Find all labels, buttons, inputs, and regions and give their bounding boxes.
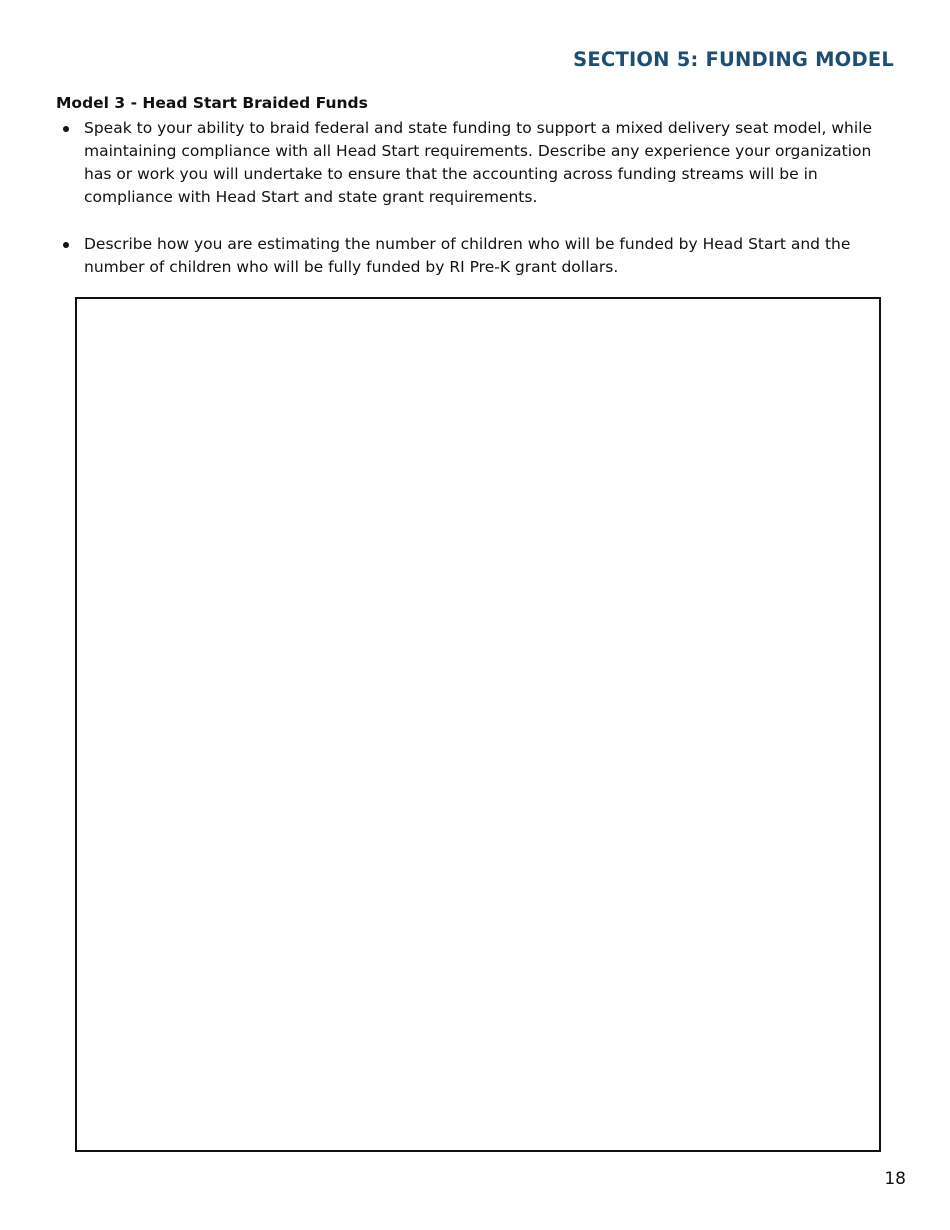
question-list — [56, 117, 896, 279]
bullet-icon — [63, 126, 69, 132]
response-text-box[interactable] — [75, 297, 881, 1152]
bullet-icon — [63, 242, 69, 248]
question-text: Speak to your ability to braid federal and state funding to support a mixed delivery seat model, while maintaining compliance with all Head Start requirements. Describe any experience your organization has or work you will undertake to ensure that the accounting across funding streams will be in compliance with Head Start and state grant requirements. — [84, 119, 872, 206]
section-title: SECTION 5: FUNDING MODEL — [573, 48, 894, 71]
page-number: 18 — [884, 1169, 906, 1189]
model-title: Model 3 - Head Start Braided Funds — [56, 94, 368, 112]
question-item-estimation — [56, 233, 896, 279]
question-item-braiding — [56, 117, 896, 209]
question-text: Describe how you are estimating the number of children who will be funded by Head Start and the number of children who will be fully funded by RI Pre-K grant dollars. — [84, 235, 851, 276]
